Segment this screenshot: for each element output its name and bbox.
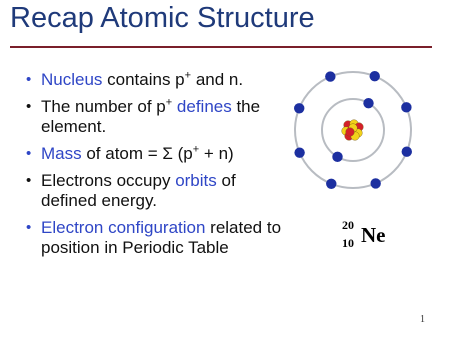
outer-electron	[370, 71, 380, 81]
bullet-text: and n.	[191, 70, 244, 89]
outer-electron	[325, 71, 335, 81]
bullet-text: orbits	[175, 171, 217, 190]
bullet-text: +	[184, 69, 192, 82]
bullet-text: of defined energy.	[41, 171, 236, 210]
bullet-marker: •	[26, 98, 32, 115]
bullet-item	[26, 171, 286, 211]
isotope-notation	[342, 218, 402, 258]
outer-electron	[294, 103, 304, 113]
outer-electron	[294, 147, 304, 157]
bullet-text: Nucleus	[41, 70, 103, 89]
bullet-marker: •	[26, 71, 32, 88]
bullet-text: defines	[172, 97, 232, 116]
bullet-text: the element.	[41, 97, 261, 136]
bullet-item	[26, 218, 286, 258]
bullet-text: contains p	[102, 70, 185, 89]
bullet-text: related to position in Periodic Table	[41, 218, 282, 257]
bullet-marker: •	[26, 145, 32, 162]
bullet-marker: •	[26, 219, 32, 236]
outer-electron	[326, 179, 336, 189]
bullet-list	[26, 70, 286, 265]
bullet-text: Mass	[41, 144, 82, 163]
page-number: 1	[420, 314, 425, 325]
element-symbol: Ne	[361, 223, 386, 247]
bullet-text: The number of p	[41, 97, 166, 116]
isotope-atomic-number: 10	[342, 236, 354, 250]
bullet-item	[26, 70, 286, 90]
bullet-text: Electrons occupy	[41, 171, 176, 190]
outer-electron	[402, 147, 412, 157]
bullet-text: +	[192, 143, 200, 156]
inner-electron	[363, 98, 373, 108]
inner-electron	[332, 152, 342, 162]
nucleon-particle	[346, 128, 355, 137]
outer-electron	[401, 102, 411, 112]
isotope-mass-number: 20	[342, 218, 354, 232]
bullet-item	[26, 144, 286, 164]
slide-title: Recap Atomic Structure	[10, 2, 315, 34]
bullet-text: Electron configuration	[41, 218, 206, 237]
outer-electron	[370, 178, 380, 188]
bullet-text: + n)	[199, 144, 234, 163]
bullet-item	[26, 97, 286, 137]
neon-atom-diagram	[285, 58, 435, 208]
bullet-text: of atom = Σ (p	[81, 144, 193, 163]
title-divider	[10, 46, 432, 48]
bullet-marker: •	[26, 172, 32, 189]
bullet-text: +	[165, 96, 173, 109]
